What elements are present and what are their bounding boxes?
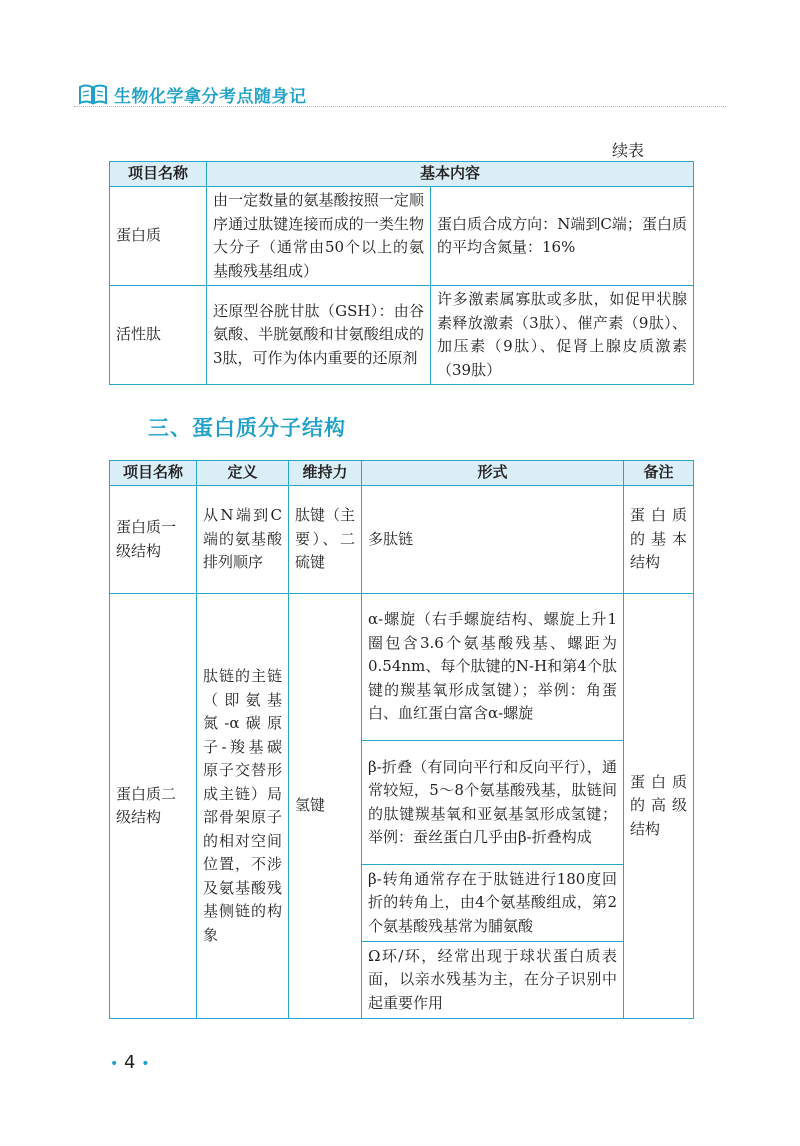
continued-label: 续表: [612, 141, 645, 160]
row-desc: 还原型谷胱甘肽（GSH）：由谷氨酸、半胱氨酸和甘氨酸组成的3肽，可作为体内重要的还原剂: [207, 286, 431, 385]
page-number-value: 4: [124, 1052, 136, 1073]
header-item-name: 项目名称: [110, 162, 207, 187]
page-dot-left: •: [110, 1056, 119, 1072]
form-alpha-helix: α-螺旋（右手螺旋结构、螺旋上升1圈包含3.6个氨基酸残基、螺距为0.54nm、每个肽键的N-H和第4个肽键的羰基氧形成氢键）；举例：角蛋白、血红蛋白富含α-螺旋: [362, 594, 624, 741]
form-beta-sheet: β-折叠（有同向平行和反向平行），通常较短，5～8个氨基酸残基，肽链间的肽键羰基氧和亚氨基氢形成氢键；举例：蚕丝蛋白几乎由β-折叠构成: [362, 741, 624, 865]
header-definition: 定义: [197, 461, 289, 486]
page-dot-right: •: [141, 1056, 150, 1072]
row-extra: 许多激素属寡肽或多肽，如促甲状腺素释放激素（3肽）、催产素（9肽）、加压素（9肽）、促肾上腺皮质激素（39肽）: [431, 286, 694, 385]
book-title: 生物化学拿分考点随身记: [114, 87, 307, 107]
primary-force: 肽键（主要）、二硫键: [289, 486, 362, 594]
primary-definition: 从N端到C端的氨基酸排列顺序: [197, 486, 289, 594]
secondary-definition: 肽链的主链（即氨基氮-α碳原子-羧基碳原子交替形成主链）局部骨架原子的相对空间位置，不涉及氨基酸残基侧链的构象: [197, 594, 289, 1019]
row-name: 蛋白质: [110, 187, 207, 286]
header-form: 形式: [362, 461, 624, 486]
secondary-note: 蛋白质的高级结构: [624, 594, 694, 1019]
primary-form: 多肽链: [362, 486, 624, 594]
row-desc: 由一定数量的氨基酸按照一定顺序通过肽键连接而成的一类生物大分子（通常由50个以上的氨基酸残基组成）: [207, 187, 431, 286]
primary-name: 蛋白质一级结构: [110, 486, 197, 594]
section-title: 三、蛋白质分子结构: [148, 416, 346, 440]
header-item-name: 项目名称: [110, 461, 197, 486]
book-icon: [78, 83, 108, 107]
header-basic-content: 基本内容: [207, 162, 694, 187]
form-omega-loop: Ω环/环，经常出现于球状蛋白质表面，以亲水残基为主，在分子识别中起重要作用: [362, 942, 624, 1019]
secondary-force: 氢键: [289, 594, 362, 1019]
table-protein-basics: [109, 161, 694, 385]
row-name: 活性肽: [110, 286, 207, 385]
header-rule: [74, 106, 726, 107]
table-protein-structure: [109, 460, 694, 1019]
page-number: [110, 1052, 149, 1073]
form-beta-turn: β-转角通常存在于肽链进行180度回折的转角上，由4个氨基酸组成，第2个氨基酸残基常为脯氨酸: [362, 865, 624, 942]
row-extra: 蛋白质合成方向：N端到C端；蛋白质的平均含氮量：16%: [431, 187, 694, 286]
header-note: 备注: [624, 461, 694, 486]
primary-note: 蛋白质的基本结构: [624, 486, 694, 594]
running-header: [78, 82, 307, 107]
header-force: 维持力: [289, 461, 362, 486]
secondary-name: 蛋白质二级结构: [110, 594, 197, 1019]
